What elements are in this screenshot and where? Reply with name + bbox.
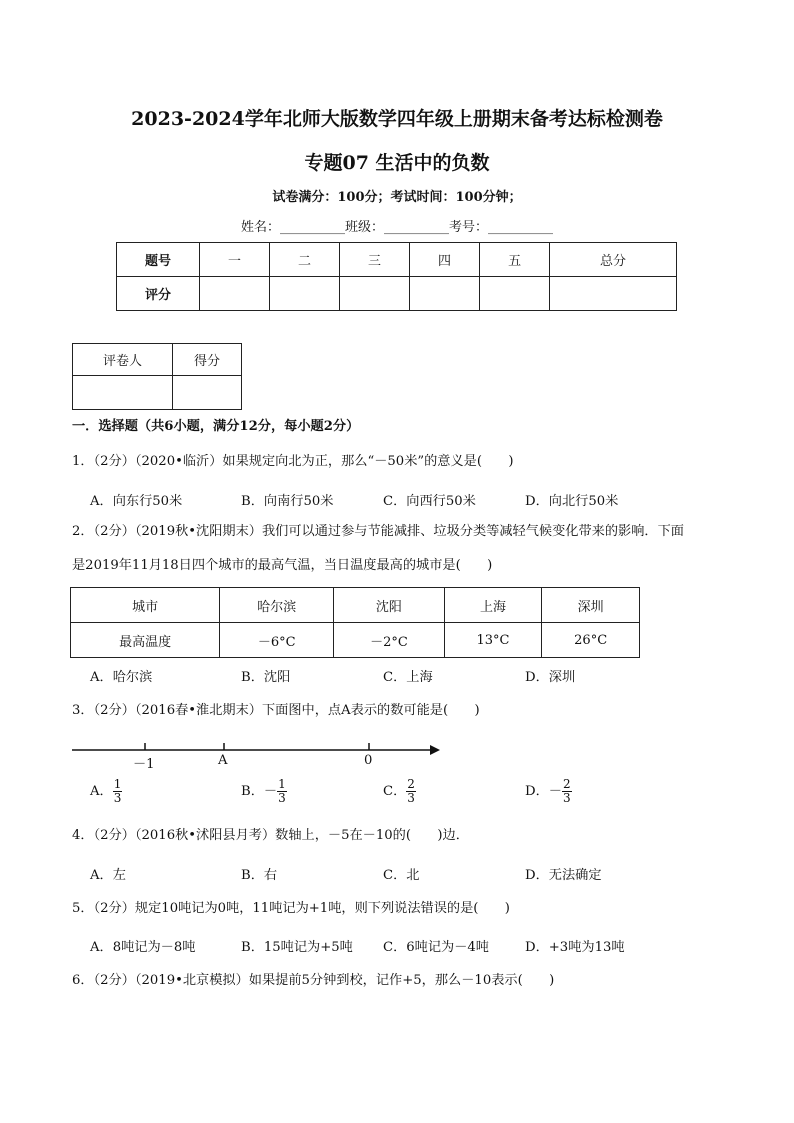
score-table-cell: 一 bbox=[200, 243, 270, 277]
question-1: 1．（2分）（2020•临沂）如果规定向北为正，那么“－50米”的意义是( ) bbox=[72, 454, 514, 469]
q2-option-b[interactable]: B．沈阳 bbox=[241, 670, 291, 685]
axis-label-minus-one: －1 bbox=[133, 757, 155, 772]
temp-table-cell: －2°C bbox=[334, 623, 444, 658]
question-4: 4．（2分）（2016秋•沭阳县月考）数轴上，－5在－10的( )边． bbox=[72, 828, 469, 843]
document-title: 2023-2024学年北师大版数学四年级上册期末备考达标检测卷 bbox=[131, 108, 663, 130]
score-table-cell: 三 bbox=[340, 243, 410, 277]
q5-option-b[interactable]: B．15吨记为+5吨 bbox=[241, 940, 353, 955]
question-3: 3．（2分）（2016春•淮北期末）下面图中，点A表示的数可能是( ) bbox=[72, 703, 480, 718]
q1-option-d[interactable]: D．向北行50米 bbox=[525, 494, 619, 509]
temp-table-header: 沈阳 bbox=[334, 588, 444, 623]
q4-option-c[interactable]: C．北 bbox=[383, 868, 420, 883]
q3-option-b[interactable]: B．－ $\frac{1}{3}$ bbox=[241, 777, 286, 805]
document-subtitle: 专题07 生活中的负数 bbox=[304, 152, 490, 174]
score-input-cell[interactable] bbox=[340, 277, 410, 311]
score-input-cell[interactable] bbox=[200, 277, 270, 311]
score-table-cell: 五 bbox=[480, 243, 550, 277]
grader-input-cell[interactable] bbox=[172, 376, 241, 410]
q2-option-a[interactable]: A．哈尔滨 bbox=[90, 670, 153, 685]
grader-table bbox=[72, 343, 242, 410]
question-2-line2: 是2019年11月18日四个城市的最高气温，当日温度最高的城市是( ) bbox=[72, 558, 493, 573]
grader-header: 评卷人 bbox=[73, 344, 173, 376]
q3-option-d[interactable]: D．－ $\frac{2}{3}$ bbox=[525, 777, 571, 805]
student-info: 姓名：__________班级：__________考号：__________ bbox=[240, 220, 553, 235]
q4-option-d[interactable]: D．无法确定 bbox=[525, 868, 602, 883]
temp-table-header: 深圳 bbox=[542, 588, 640, 623]
temp-table-cell: 最高温度 bbox=[71, 623, 220, 658]
q3-option-a[interactable]: A． $\frac{1}{3}$ bbox=[90, 777, 122, 805]
score-table-cell: 评分 bbox=[117, 277, 200, 311]
number-line bbox=[70, 738, 442, 772]
score-table-cell: 四 bbox=[410, 243, 480, 277]
temp-table-header: 城市 bbox=[71, 588, 220, 623]
q4-option-a[interactable]: A．左 bbox=[90, 868, 126, 883]
temp-table-cell: 26°C bbox=[542, 623, 640, 658]
score-input-cell[interactable] bbox=[480, 277, 550, 311]
axis-label-a: A bbox=[218, 753, 228, 768]
temp-table-cell: －6°C bbox=[220, 623, 334, 658]
score-table-cell: 二 bbox=[270, 243, 340, 277]
q4-option-b[interactable]: B．右 bbox=[241, 868, 278, 883]
q5-option-d[interactable]: D．+3吨为13吨 bbox=[525, 940, 625, 955]
fraction: $\frac{2}{3}$ bbox=[407, 777, 415, 805]
question-2-line1: 2．（2分）（2019秋•沈阳期末）我们可以通过参与节能减排、垃圾分类等减轻气候变化带来的影响．下面 bbox=[72, 524, 684, 539]
arrow-icon bbox=[430, 745, 440, 755]
q1-option-a[interactable]: A．向东行50米 bbox=[90, 494, 183, 509]
score-input-cell[interactable] bbox=[270, 277, 340, 311]
question-6: 6．（2分）（2019•北京模拟）如果提前5分钟到校，记作+5，那么－10表示( ) bbox=[72, 973, 555, 988]
temp-table-header: 哈尔滨 bbox=[220, 588, 334, 623]
axis-label-zero: 0 bbox=[364, 753, 373, 768]
exam-info: 试卷满分：100分；考试时间：100分钟； bbox=[272, 190, 522, 205]
score-table bbox=[116, 242, 677, 311]
temp-table-header: 上海 bbox=[444, 588, 542, 623]
section-heading: 一．选择题（共6小题，满分12分，每小题2分） bbox=[72, 419, 360, 434]
q2-option-c[interactable]: C．上海 bbox=[383, 670, 433, 685]
fraction: $\frac{1}{3}$ bbox=[113, 777, 122, 805]
q3-option-c[interactable]: C． $\frac{2}{3}$ bbox=[383, 777, 415, 805]
q1-option-c[interactable]: C．向西行50米 bbox=[383, 494, 476, 509]
q5-option-c[interactable]: C．6吨记为－4吨 bbox=[383, 940, 489, 955]
score-table-cell: 总分 bbox=[550, 243, 677, 277]
fraction: $\frac{2}{3}$ bbox=[562, 777, 571, 805]
temperature-table bbox=[70, 587, 640, 658]
question-5: 5．（2分）规定10吨记为0吨，11吨记为+1吨，则下列说法错误的是( ) bbox=[72, 901, 510, 916]
grader-input-cell[interactable] bbox=[73, 376, 173, 410]
fraction: $\frac{1}{3}$ bbox=[278, 777, 286, 805]
score-input-cell[interactable] bbox=[550, 277, 677, 311]
q5-option-a[interactable]: A．8吨记为－8吨 bbox=[90, 940, 196, 955]
q1-option-b[interactable]: B．向南行50米 bbox=[241, 494, 334, 509]
q2-option-d[interactable]: D．深圳 bbox=[525, 670, 576, 685]
score-input-cell[interactable] bbox=[410, 277, 480, 311]
temp-table-cell: 13°C bbox=[444, 623, 542, 658]
score-table-cell: 题号 bbox=[117, 243, 200, 277]
grader-header: 得分 bbox=[172, 344, 241, 376]
